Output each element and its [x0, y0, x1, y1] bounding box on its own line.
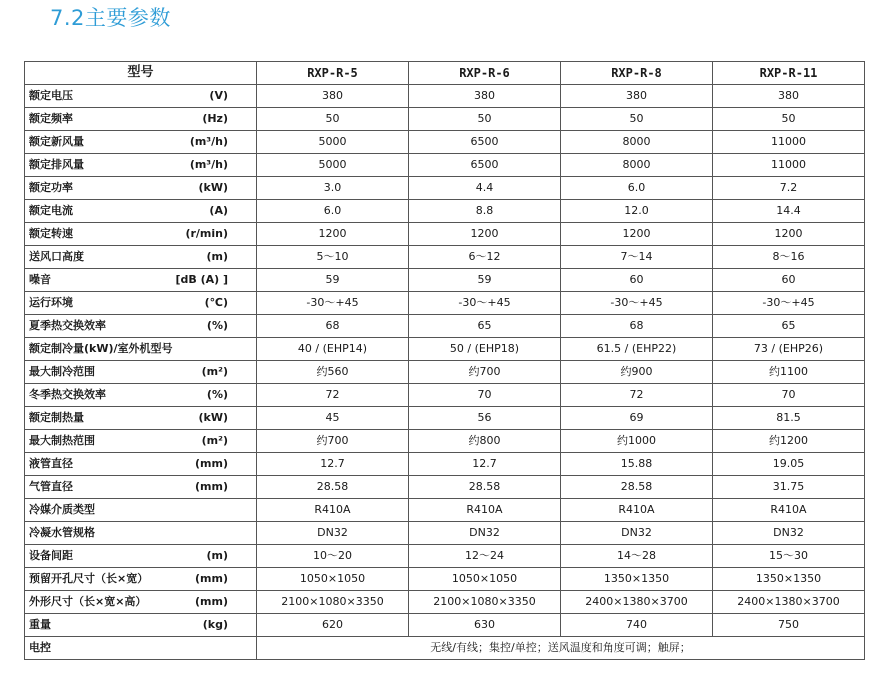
- value-cell: 59: [409, 269, 561, 292]
- value-cell: 6500: [409, 154, 561, 177]
- param-label: 夏季热交换效率: [29, 319, 106, 332]
- param-cell: [25, 637, 257, 660]
- value-cell: 60: [561, 269, 713, 292]
- param-label: 冷媒介质类型: [29, 503, 95, 516]
- param-cell: [25, 453, 257, 476]
- table-row: [25, 85, 865, 108]
- param-unit: (V): [209, 89, 228, 102]
- value-cell: R410A: [713, 499, 865, 522]
- table-row: [25, 361, 865, 384]
- value-cell: 73 / (EHP26): [713, 338, 865, 361]
- header-model: RXP-R-6: [409, 62, 561, 85]
- table-row: [25, 545, 865, 568]
- param-label: 额定频率: [29, 112, 73, 125]
- param-cell: [25, 545, 257, 568]
- value-cell: 2100×1080×3350: [409, 591, 561, 614]
- param-label: 额定新风量: [29, 135, 84, 148]
- table-row: [25, 292, 865, 315]
- control-value: 无线/有线；集控/单控；送风温度和角度可调；触屏；: [257, 637, 865, 660]
- header-model: RXP-R-11: [713, 62, 865, 85]
- value-cell: 380: [561, 85, 713, 108]
- param-label: 设备间距: [29, 549, 73, 562]
- header-model: RXP-R-5: [257, 62, 409, 85]
- value-cell: R410A: [561, 499, 713, 522]
- value-cell: 6500: [409, 131, 561, 154]
- table-header-row: [25, 62, 865, 85]
- param-unit: (A): [209, 204, 228, 217]
- header-model-label: 型号: [25, 62, 257, 85]
- param-label: 送风口高度: [29, 250, 84, 263]
- table-row: [25, 499, 865, 522]
- value-cell: 1200: [409, 223, 561, 246]
- value-cell: 740: [561, 614, 713, 637]
- param-cell: [25, 361, 257, 384]
- param-cell: [25, 177, 257, 200]
- param-cell: [25, 292, 257, 315]
- param-cell: [25, 499, 257, 522]
- table-row: [25, 568, 865, 591]
- param-cell: [25, 384, 257, 407]
- spec-body: [25, 85, 865, 660]
- value-cell: 约700: [409, 361, 561, 384]
- param-label: 额定制冷量(kW)/室外机型号: [29, 342, 173, 355]
- param-unit: (mm): [195, 595, 228, 608]
- value-cell: 72: [561, 384, 713, 407]
- param-unit: (m³/h): [189, 135, 228, 148]
- param-unit: (mm): [195, 480, 228, 493]
- param-unit: (kg): [202, 618, 228, 631]
- param-unit: (r/min): [185, 227, 228, 240]
- value-cell: 40 / (EHP14): [257, 338, 409, 361]
- param-cell: [25, 246, 257, 269]
- value-cell: 约1200: [713, 430, 865, 453]
- param-cell: [25, 522, 257, 545]
- value-cell: 2100×1080×3350: [257, 591, 409, 614]
- param-label: 重量: [29, 618, 51, 631]
- value-cell: 11000: [713, 154, 865, 177]
- table-row: [25, 407, 865, 430]
- value-cell: 7.2: [713, 177, 865, 200]
- value-cell: 620: [257, 614, 409, 637]
- value-cell: 68: [561, 315, 713, 338]
- table-row: [25, 430, 865, 453]
- value-cell: 70: [409, 384, 561, 407]
- value-cell: 4.4: [409, 177, 561, 200]
- table-row: [25, 200, 865, 223]
- value-cell: 2400×1380×3700: [713, 591, 865, 614]
- value-cell: 5000: [257, 154, 409, 177]
- page-title: 7.2主要参数: [50, 6, 171, 30]
- value-cell: R410A: [257, 499, 409, 522]
- param-label: 预留开孔尺寸（长×宽）: [29, 572, 149, 585]
- param-cell: [25, 430, 257, 453]
- param-label: 额定电压: [29, 89, 73, 102]
- value-cell: 60: [713, 269, 865, 292]
- table-row: [25, 131, 865, 154]
- value-cell: 约700: [257, 430, 409, 453]
- value-cell: 50: [713, 108, 865, 131]
- value-cell: 1050×1050: [257, 568, 409, 591]
- param-cell: [25, 154, 257, 177]
- table-row: [25, 453, 865, 476]
- table-row: [25, 246, 865, 269]
- param-cell: [25, 407, 257, 430]
- value-cell: 15～30: [713, 545, 865, 568]
- value-cell: 31.75: [713, 476, 865, 499]
- value-cell: 69: [561, 407, 713, 430]
- value-cell: DN32: [409, 522, 561, 545]
- param-cell: [25, 591, 257, 614]
- value-cell: 1350×1350: [561, 568, 713, 591]
- param-label: 液管直径: [29, 457, 73, 470]
- value-cell: 1200: [561, 223, 713, 246]
- value-cell: 3.0: [257, 177, 409, 200]
- value-cell: 12.7: [257, 453, 409, 476]
- value-cell: 65: [713, 315, 865, 338]
- value-cell: 约800: [409, 430, 561, 453]
- value-cell: 28.58: [561, 476, 713, 499]
- param-label: 噪音: [29, 273, 51, 286]
- value-cell: 59: [257, 269, 409, 292]
- value-cell: 50: [409, 108, 561, 131]
- value-cell: 380: [257, 85, 409, 108]
- param-label: 最大制热范围: [29, 434, 95, 447]
- param-label: 电控: [29, 641, 51, 654]
- param-unit: (mm): [195, 457, 228, 470]
- value-cell: DN32: [257, 522, 409, 545]
- value-cell: 50 / (EHP18): [409, 338, 561, 361]
- param-cell: [25, 131, 257, 154]
- value-cell: DN32: [713, 522, 865, 545]
- param-unit: (%): [206, 319, 228, 332]
- value-cell: 约1100: [713, 361, 865, 384]
- value-cell: -30～+45: [409, 292, 561, 315]
- param-unit: (kW): [198, 181, 228, 194]
- table-row: [25, 384, 865, 407]
- value-cell: 630: [409, 614, 561, 637]
- table-row: [25, 108, 865, 131]
- value-cell: 2400×1380×3700: [561, 591, 713, 614]
- value-cell: 1200: [257, 223, 409, 246]
- param-unit: (%): [206, 388, 228, 401]
- value-cell: 28.58: [409, 476, 561, 499]
- value-cell: 14～28: [561, 545, 713, 568]
- param-unit: (m³/h): [189, 158, 228, 171]
- param-unit: [dB (A) ]: [175, 273, 228, 286]
- param-cell: [25, 315, 257, 338]
- param-unit: (mm): [195, 572, 228, 585]
- value-cell: 约900: [561, 361, 713, 384]
- table-row: [25, 315, 865, 338]
- param-label: 额定电流: [29, 204, 73, 217]
- value-cell: 10～20: [257, 545, 409, 568]
- param-unit: (m²): [201, 365, 228, 378]
- value-cell: DN32: [561, 522, 713, 545]
- param-label: 额定转速: [29, 227, 73, 240]
- param-unit: (m): [206, 250, 228, 263]
- value-cell: -30～+45: [561, 292, 713, 315]
- header-model: RXP-R-8: [561, 62, 713, 85]
- value-cell: 68: [257, 315, 409, 338]
- value-cell: 1200: [713, 223, 865, 246]
- param-label: 冬季热交换效率: [29, 388, 106, 401]
- value-cell: 50: [561, 108, 713, 131]
- value-cell: 6～12: [409, 246, 561, 269]
- value-cell: 1050×1050: [409, 568, 561, 591]
- value-cell: 81.5: [713, 407, 865, 430]
- value-cell: 8～16: [713, 246, 865, 269]
- value-cell: 12.7: [409, 453, 561, 476]
- param-cell: [25, 476, 257, 499]
- value-cell: 15.88: [561, 453, 713, 476]
- param-unit: (m²): [201, 434, 228, 447]
- value-cell: 380: [713, 85, 865, 108]
- param-unit: (Hz): [202, 112, 228, 125]
- table-row-control: [25, 637, 865, 660]
- value-cell: 45: [257, 407, 409, 430]
- value-cell: 28.58: [257, 476, 409, 499]
- param-cell: [25, 108, 257, 131]
- param-cell: [25, 338, 257, 361]
- param-cell: [25, 85, 257, 108]
- value-cell: 19.05: [713, 453, 865, 476]
- table-row: [25, 338, 865, 361]
- value-cell: 750: [713, 614, 865, 637]
- value-cell: R410A: [409, 499, 561, 522]
- param-cell: [25, 269, 257, 292]
- value-cell: 11000: [713, 131, 865, 154]
- value-cell: 6.0: [257, 200, 409, 223]
- value-cell: 8000: [561, 131, 713, 154]
- param-label: 冷凝水管规格: [29, 526, 95, 539]
- table-row: [25, 177, 865, 200]
- param-label: 额定功率: [29, 181, 73, 194]
- param-label: 外形尺寸（长×宽×高）: [29, 595, 147, 608]
- param-unit: (kW): [198, 411, 228, 424]
- value-cell: 8000: [561, 154, 713, 177]
- table-row: [25, 476, 865, 499]
- param-label: 最大制冷范围: [29, 365, 95, 378]
- param-cell: [25, 568, 257, 591]
- param-cell: [25, 223, 257, 246]
- param-label: 额定排风量: [29, 158, 84, 171]
- table-row: [25, 154, 865, 177]
- table-row: [25, 223, 865, 246]
- table-row: [25, 591, 865, 614]
- table-row: [25, 614, 865, 637]
- value-cell: 56: [409, 407, 561, 430]
- value-cell: 5～10: [257, 246, 409, 269]
- value-cell: 约1000: [561, 430, 713, 453]
- value-cell: 6.0: [561, 177, 713, 200]
- value-cell: 1350×1350: [713, 568, 865, 591]
- value-cell: 8.8: [409, 200, 561, 223]
- value-cell: 65: [409, 315, 561, 338]
- param-label: 运行环境: [29, 296, 73, 309]
- param-label: 气管直径: [29, 480, 73, 493]
- value-cell: 380: [409, 85, 561, 108]
- spec-table: [24, 61, 865, 660]
- table-row: [25, 522, 865, 545]
- table-row: [25, 269, 865, 292]
- param-unit: (m): [206, 549, 228, 562]
- param-cell: [25, 200, 257, 223]
- param-unit: (℃): [204, 296, 228, 309]
- value-cell: 12.0: [561, 200, 713, 223]
- value-cell: 61.5 / (EHP22): [561, 338, 713, 361]
- value-cell: 70: [713, 384, 865, 407]
- value-cell: 12～24: [409, 545, 561, 568]
- value-cell: 5000: [257, 131, 409, 154]
- value-cell: 72: [257, 384, 409, 407]
- value-cell: 14.4: [713, 200, 865, 223]
- value-cell: 7～14: [561, 246, 713, 269]
- value-cell: -30～+45: [257, 292, 409, 315]
- value-cell: 约560: [257, 361, 409, 384]
- value-cell: 50: [257, 108, 409, 131]
- param-label: 额定制热量: [29, 411, 84, 424]
- param-cell: [25, 614, 257, 637]
- value-cell: -30～+45: [713, 292, 865, 315]
